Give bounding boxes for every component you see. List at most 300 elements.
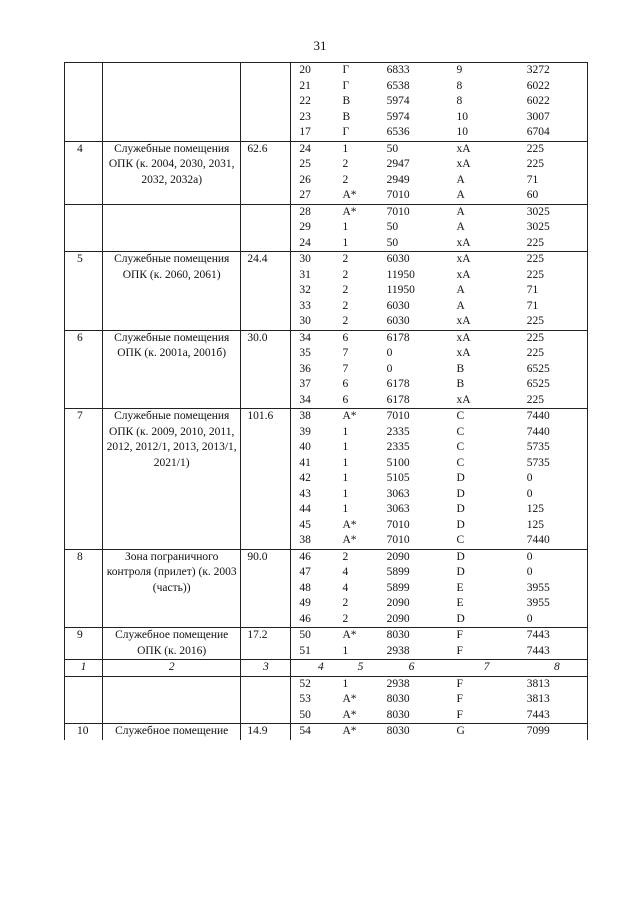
point-offset: 0 [526,550,533,563]
point-number: 38 [299,534,311,546]
point-type: 4 [342,566,349,578]
table-row-group [65,204,588,252]
point-offset: 225 [526,158,544,170]
point-offset: 3813 [526,693,550,705]
point-type: 1 [342,487,349,500]
coordinate-rows [291,549,588,628]
point-number: 46 [299,612,311,625]
point-number: 48 [299,581,311,594]
list-item [291,220,587,236]
point-value: 5105 [386,472,410,484]
point-value: 6178 [386,378,410,390]
object-area: 17.2 [241,628,291,660]
point-code: А [456,221,465,233]
point-value: 2947 [386,158,410,170]
point-value: 3063 [386,487,410,500]
point-code: С [456,441,465,453]
point-type: 1 [342,677,349,690]
point-value: 6833 [386,64,410,76]
column-number: 1 [65,660,103,677]
point-number: 33 [299,299,311,312]
point-value: 6030 [386,315,410,327]
point-type: 6 [342,393,349,406]
point-offset: 225 [526,331,544,344]
point-code: С [456,410,465,422]
list-item [291,314,587,330]
point-offset: 7443 [526,644,550,657]
object-name: Служебные помещения ОПК (к. 2001а, 2001б) [103,330,241,409]
list-item [291,596,587,612]
point-offset: 71 [526,284,539,296]
object-area: 62.6 [241,141,291,204]
column-number-row [65,660,588,677]
object-number: 7 [65,409,103,550]
list-item [291,205,587,221]
point-value: 0 [386,362,393,375]
point-type: 2 [342,173,349,186]
point-number: 21 [299,79,311,92]
point-value: 11950 [386,268,415,281]
list-item [291,692,587,708]
point-offset: 6022 [526,79,550,92]
point-type: А* [342,708,357,721]
point-number: 24 [299,236,311,249]
point-code: хА [456,158,471,170]
point-number: 20 [299,64,311,76]
column-number: 5 [357,661,364,673]
list-item [291,456,587,472]
point-offset: 225 [526,315,544,327]
point-offset: 3025 [526,205,550,218]
point-value: 2090 [386,550,410,563]
point-type: А* [342,725,357,737]
point-code: хА [456,331,471,344]
point-code: D [456,566,465,578]
coordinate-rows [291,628,588,660]
object-area: 30.0 [241,330,291,409]
table-row-group [65,724,588,740]
list-item [291,409,587,425]
coordinate-rows [291,252,588,331]
point-value: 2090 [386,612,410,625]
list-item [291,299,587,315]
point-code: F [456,708,463,721]
point-type: 1 [342,221,349,233]
point-type: В [342,95,351,107]
point-number: 30 [299,315,311,327]
object-number: 4 [65,141,103,204]
point-offset: 6525 [526,378,550,390]
object-area: 90.0 [241,549,291,628]
object-number: 8 [65,549,103,628]
list-item [291,188,587,204]
object-area [241,204,291,252]
list-item [291,425,587,441]
object-name [103,204,241,252]
point-offset: 7099 [526,725,550,737]
list-item [291,331,587,347]
list-item [291,79,587,95]
point-value: 7010 [386,205,410,218]
point-value: 6178 [386,393,410,406]
list-item [291,565,587,581]
list-item [291,252,587,268]
point-value: 6030 [386,253,410,265]
list-item [291,518,587,534]
point-number: 40 [299,441,311,453]
object-name: Служебные помещения ОПК (к. 2060, 2061) [103,252,241,331]
point-value: 2938 [386,644,410,657]
point-offset: 3025 [526,221,550,233]
point-number: 42 [299,472,311,484]
coordinate-rows [291,63,588,142]
object-area [241,676,291,724]
point-code: А [456,284,465,296]
point-value: 2938 [386,677,410,690]
point-type: 1 [342,142,349,155]
point-number: 54 [299,725,311,737]
point-number: 32 [299,284,311,296]
point-value: 2090 [386,597,410,609]
point-offset: 0 [526,472,533,484]
point-offset: 0 [526,612,533,625]
point-number: 46 [299,550,311,563]
column-number: 6 [408,661,415,673]
point-code: D [456,472,465,484]
list-item [291,362,587,378]
point-code: А [456,299,465,312]
point-number: 25 [299,158,311,170]
point-value: 7010 [386,518,410,531]
point-offset: 7443 [526,708,550,721]
coordinate-rows [291,724,588,740]
list-item [291,268,587,284]
coordinate-rows [291,141,588,204]
point-type: 2 [342,612,349,625]
column-number: 8 [554,661,560,673]
point-code: С [456,456,465,469]
list-item [291,346,587,362]
table-row-group [65,549,588,628]
point-number: 39 [299,425,311,438]
point-number: 28 [299,205,311,218]
point-value: 2335 [386,441,410,453]
list-item [291,440,587,456]
point-code: А [456,205,465,218]
point-code: А [456,189,465,201]
column-number: 4 [318,661,324,673]
point-type: 2 [342,315,349,327]
list-item [291,708,587,724]
list-item [291,677,587,693]
point-number: 17 [299,126,311,138]
list-item [291,471,587,487]
point-type: Г [342,79,350,92]
point-type: 6 [342,378,349,390]
point-value: 50 [386,236,399,249]
point-number: 50 [299,629,311,641]
point-code: 10 [456,110,468,123]
point-number: 24 [299,142,311,155]
point-offset: 125 [526,518,544,531]
point-type: 1 [342,644,349,657]
point-value: 5899 [386,581,410,594]
list-item [291,487,587,503]
point-value: 8030 [386,693,410,705]
point-offset: 225 [526,253,544,265]
point-type: 2 [342,597,349,609]
point-number: 26 [299,173,311,186]
object-area [241,63,291,142]
point-value: 2335 [386,425,410,438]
point-code: хА [456,347,471,359]
coordinate-rows [291,676,588,724]
list-item [291,724,587,740]
object-name [103,676,241,724]
list-item [291,142,587,158]
point-offset: 3007 [526,110,550,123]
point-code: С [456,534,465,546]
point-code: G [456,725,465,737]
point-offset: 3955 [526,597,550,609]
object-name: Служебные помещения ОПК (к. 2004, 2030, 2031, 2032, 2032а) [103,141,241,204]
point-value: 5100 [386,456,410,469]
point-number: 41 [299,456,311,469]
point-code: F [456,677,463,690]
point-type: 2 [342,253,349,265]
list-item [291,550,587,566]
point-number: 34 [299,393,311,406]
list-item [291,581,587,597]
point-type: 7 [342,347,349,359]
point-offset: 60 [526,189,539,201]
object-number [65,204,103,252]
point-type: Г [342,126,350,138]
point-value: 8030 [386,725,410,737]
coordinate-rows [291,330,588,409]
point-number: 34 [299,331,311,344]
point-code: D [456,518,465,531]
point-value: 50 [386,142,399,155]
point-number: 38 [299,410,311,422]
point-code: F [456,693,463,705]
point-value: 50 [386,221,399,233]
point-type: 2 [342,284,349,296]
point-code: В [456,378,465,390]
point-code: F [456,644,463,657]
point-type: 2 [342,299,349,312]
point-number: 45 [299,518,311,531]
point-value: 3063 [386,503,410,515]
point-type: 1 [342,472,349,484]
point-code: D [456,550,465,563]
point-type: В [342,110,351,123]
point-value: 5974 [386,110,410,123]
list-item [291,283,587,299]
point-number: 27 [299,189,311,201]
point-code: хА [456,142,471,155]
object-area: 24.4 [241,252,291,331]
point-offset: 71 [526,299,539,312]
point-type: 6 [342,331,349,344]
column-number: 7 [483,661,490,673]
point-type: А* [342,534,357,546]
point-value: 7010 [386,189,410,201]
page-number: 31 [313,38,327,53]
object-name: Служебные помещения ОПК (к. 2009, 2010, 2011, 2012, 2012/1, 2013, 2013/1, 2021/1) [103,409,241,550]
list-item [291,644,587,660]
point-offset: 3955 [526,581,550,594]
column-number: 3 [241,660,291,677]
list-item [291,125,587,141]
point-type: А* [342,518,357,531]
list-item [291,612,587,628]
object-number [65,63,103,142]
column-number [291,660,588,677]
point-number: 30 [299,253,311,265]
point-type: 1 [342,441,349,453]
point-value: 11950 [386,284,415,296]
point-offset: 6525 [526,362,550,375]
point-type: А* [342,410,357,422]
point-value: 5899 [386,566,410,578]
point-type: 4 [342,581,349,594]
point-offset: 5735 [526,441,550,453]
object-number: 5 [65,252,103,331]
point-value: 7010 [386,410,410,422]
point-offset: 71 [526,173,539,186]
point-number: 37 [299,378,311,390]
point-code: хА [456,315,471,327]
point-value: 5974 [386,95,410,107]
point-number: 53 [299,693,311,705]
point-type: 7 [342,362,349,375]
point-value: 8030 [386,629,410,641]
point-code: хА [456,253,471,265]
point-offset: 225 [526,142,544,155]
point-type: 2 [342,268,349,281]
list-item [291,63,587,79]
point-offset: 3272 [526,64,550,76]
table-row-group [65,676,588,724]
point-type: 2 [342,550,349,563]
point-value: 6536 [386,126,410,138]
list-item [291,502,587,518]
point-code: хА [456,268,471,281]
point-code: D [456,487,465,500]
point-code: 8 [456,79,463,92]
point-number: 31 [299,268,311,281]
point-offset: 0 [526,487,533,500]
table-row-group [65,63,588,142]
point-offset: 225 [526,347,544,359]
point-offset: 0 [526,566,533,578]
point-code: 8 [456,95,463,107]
object-number: 10 [65,724,103,740]
point-type: 1 [342,456,349,469]
point-code: хА [456,393,471,406]
point-offset: 7440 [526,410,550,422]
point-offset: 225 [526,393,544,406]
object-area: 14.9 [241,724,291,740]
point-number: 50 [299,708,311,721]
point-type: 2 [342,158,349,170]
point-code: С [456,425,465,438]
point-number: 52 [299,677,311,690]
point-offset: 7440 [526,534,550,546]
point-number: 51 [299,644,311,657]
point-code: D [456,612,465,625]
object-number: 9 [65,628,103,660]
list-item [291,393,587,409]
point-type: А* [342,189,357,201]
point-number: 35 [299,347,311,359]
point-value: 2949 [386,173,410,186]
list-item [291,236,587,252]
point-value: 8030 [386,708,410,721]
point-value: 6030 [386,299,410,312]
point-code: 9 [456,64,463,76]
point-type: 1 [342,236,349,249]
point-type: А* [342,629,357,641]
point-offset: 7443 [526,629,550,641]
point-code: В [456,362,465,375]
point-code: E [456,581,464,594]
point-offset: 7440 [526,425,550,438]
point-offset: 3813 [526,677,550,690]
object-name: Зона пограничного контроля (прилет) (к. 2003 (часть)) [103,549,241,628]
column-number: 2 [103,660,241,677]
point-code: хА [456,236,471,249]
table-row-group [65,628,588,660]
object-number: 6 [65,330,103,409]
point-number: 47 [299,566,311,578]
list-item [291,94,587,110]
coordinate-rows [291,409,588,550]
point-number: 22 [299,95,311,107]
point-type: 1 [342,503,349,515]
point-number: 43 [299,487,311,500]
point-number: 23 [299,110,311,123]
point-code: 10 [456,126,468,138]
point-offset: 6022 [526,95,550,107]
table-row-group [65,409,588,550]
point-value: 6538 [386,79,410,92]
point-offset: 5735 [526,456,550,469]
object-name: Служебное помещение ОПК (к. 2016) [103,628,241,660]
point-value: 6178 [386,331,410,344]
point-type: А* [342,693,357,705]
coordinates-table [64,62,588,740]
point-value: 7010 [386,534,410,546]
table-row-group [65,252,588,331]
table-row-group [65,330,588,409]
point-offset: 6704 [526,126,550,138]
object-name [103,63,241,142]
list-item [291,157,587,173]
list-item [291,110,587,126]
point-code: F [456,629,463,641]
point-number: 29 [299,221,311,233]
point-number: 36 [299,362,311,375]
list-item [291,377,587,393]
table-row-group [65,141,588,204]
point-number: 49 [299,597,311,609]
object-name: Служебное помещение [103,724,241,740]
point-type: 1 [342,425,349,438]
point-code: E [456,597,464,609]
list-item [291,628,587,644]
